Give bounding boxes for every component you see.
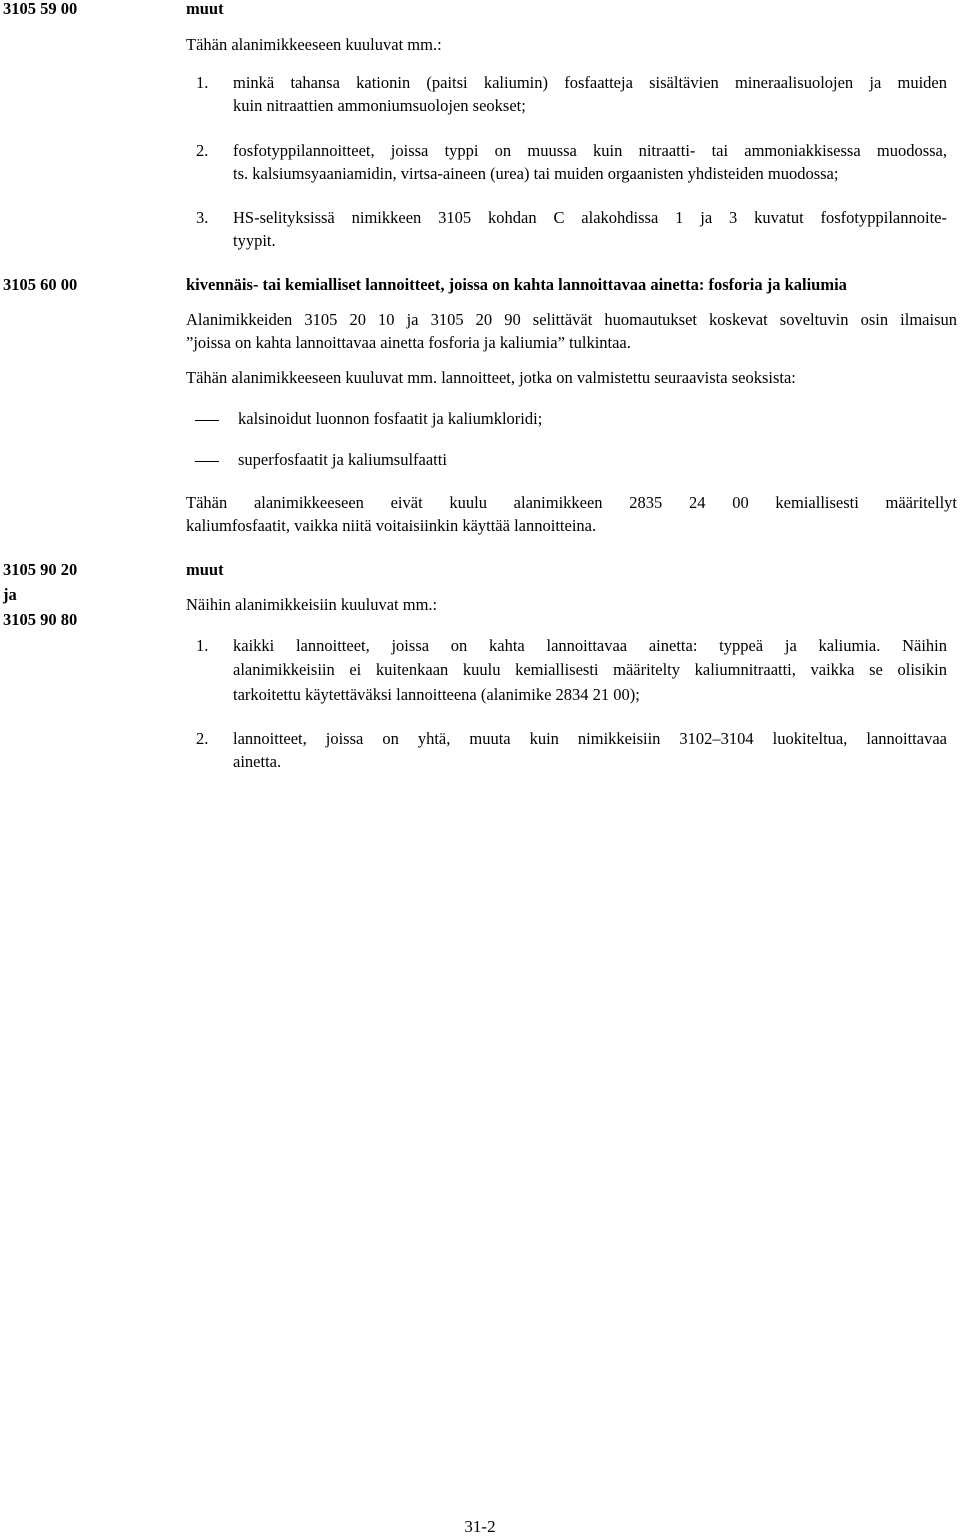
dash-bullet bbox=[195, 420, 219, 421]
tariff-code: 3105 60 00 bbox=[3, 275, 78, 294]
list-item-line: tyypit. bbox=[233, 231, 276, 250]
list-item-line: kuin nitraattien ammoniumsuolojen seokset; bbox=[233, 96, 526, 115]
paragraph-line: ”joissa on kahta lannoittavaa ainetta fosforia ja kaliumia” tulkintaa. bbox=[186, 333, 631, 352]
list-item-line: minkä tahansa kationin (paitsi kaliumin) fosfaatteja sisältävien mineraalisuolojen ja muiden bbox=[233, 73, 947, 92]
paragraph-line: Alanimikkeiden 3105 20 10 ja 3105 20 90 selittävät huomautukset koskevat soveltuvin osin ilmaisun bbox=[186, 310, 957, 329]
list-item-line: ts. kalsiumsyaaniamidin, virtsa-aineen (urea) tai muiden orgaanisten yhdisteiden muodossa; bbox=[233, 164, 839, 183]
list-item-line: tarkoitettu käytettäväksi lannoitteena (alanimike 2834 21 00); bbox=[233, 685, 640, 704]
list-number: 2. bbox=[196, 141, 209, 160]
tariff-code: 3105 59 00 bbox=[3, 0, 78, 18]
list-item-line: kaikki lannoitteet, joissa on kahta lannoittavaa ainetta: typpeä ja kaliumia. Näihin bbox=[233, 636, 947, 655]
list-number: 1. bbox=[196, 73, 209, 92]
list-item-line: alanimikkeisiin ei kuitenkaan kuulu kemiallisesti määritelty kaliumnitraatti, vaikka se olisikin bbox=[233, 660, 947, 679]
list-item-line: fosfotyppilannoitteet, joissa typpi on muussa kuin nitraatti- tai ammoniakkisessa muodossa, bbox=[233, 141, 947, 160]
dash-bullet bbox=[195, 461, 219, 462]
page-number: 31-2 bbox=[464, 1517, 496, 1536]
dash-item: kalsinoidut luonnon fosfaatit ja kaliumkloridi; bbox=[238, 409, 543, 428]
paragraph-line: Tähän alanimikkeeseen eivät kuulu alanimikkeen 2835 24 00 kemiallisesti määritellyt bbox=[186, 493, 957, 512]
paragraph-line: kaliumfosfaatit, vaikka niitä voitaisiinkin käyttää lannoitteina. bbox=[186, 516, 597, 535]
tariff-code: 3105 90 80 bbox=[3, 610, 78, 629]
entry-title: kivennäis- tai kemialliset lannoitteet, joissa on kahta lannoittavaa ainetta: fosforia ja kaliumia bbox=[186, 275, 847, 294]
entry-intro: Näihin alanimikkeisiin kuuluvat mm.: bbox=[186, 595, 438, 614]
entry-title: muut bbox=[186, 0, 224, 18]
list-item-line: ainetta. bbox=[233, 752, 282, 771]
tariff-code: 3105 90 20 bbox=[3, 560, 78, 579]
list-item-line: HS-selityksissä nimikkeen 3105 kohdan C alakohdissa 1 ja 3 kuvatut fosfotyppilannoite- bbox=[233, 208, 947, 227]
dash-item: superfosfaatit ja kaliumsulfaatti bbox=[238, 450, 447, 469]
entry-intro: Tähän alanimikkeeseen kuuluvat mm.: bbox=[186, 35, 442, 54]
entry-title: muut bbox=[186, 560, 224, 579]
tariff-code-connector: ja bbox=[3, 585, 17, 604]
entry-intro: Tähän alanimikkeeseen kuuluvat mm. lannoitteet, jotka on valmistettu seuraavista seoksista: bbox=[186, 368, 796, 387]
list-item-line: lannoitteet, joissa on yhtä, muuta kuin nimikkeisiin 3102–3104 luokiteltua, lannoittavaa bbox=[233, 729, 947, 748]
list-number: 2. bbox=[196, 729, 209, 748]
list-number: 1. bbox=[196, 636, 209, 655]
list-number: 3. bbox=[196, 208, 209, 227]
